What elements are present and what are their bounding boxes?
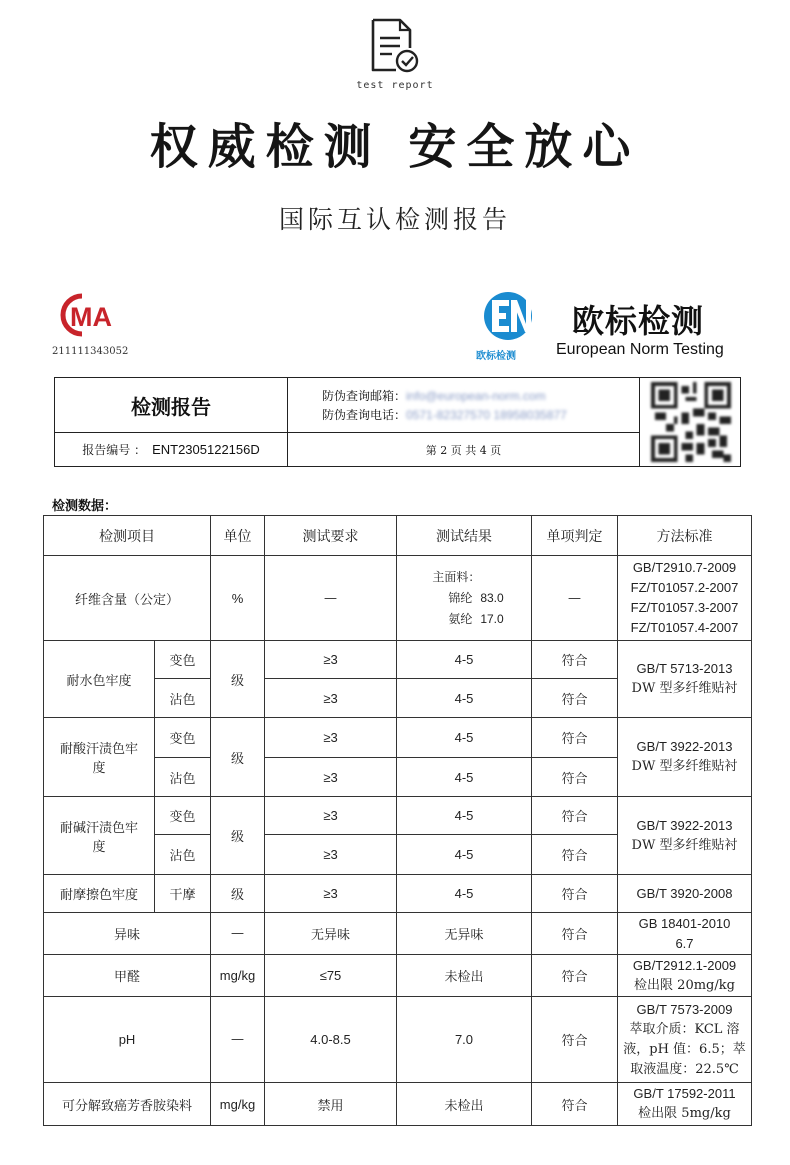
- judgement-cell: 符合: [532, 1083, 618, 1126]
- phone-value: 0571-82327570 18958035877: [406, 408, 567, 422]
- standard-line: GB 18401-2010: [638, 915, 731, 931]
- table-row: [44, 1083, 752, 1126]
- judgement-cell: 符合: [532, 913, 618, 955]
- requirement-cell: ≥3: [265, 875, 397, 913]
- judgement-cell: 符合: [532, 997, 618, 1083]
- unit-cell: —: [211, 913, 265, 955]
- result-cell: [397, 556, 532, 641]
- standard-line: DW 型多纤维贴衬: [631, 837, 738, 853]
- col-header-judgement: 单项判定: [532, 516, 618, 556]
- test-data-table: [43, 515, 752, 1126]
- sub-item-cell: 沾色: [155, 679, 211, 718]
- page-subtitle: 国际互认检测报告: [278, 205, 511, 234]
- requirement-cell: 禁用: [265, 1083, 397, 1126]
- col-header-item: 检测项目: [44, 516, 211, 556]
- item-line: 耐酸汗渍色牢: [59, 742, 138, 757]
- result-cell: 4-5: [397, 835, 532, 875]
- fiber-value: 83.0: [480, 590, 504, 605]
- result-cell: 7.0: [397, 997, 532, 1083]
- sub-item-cell: 干摩: [155, 875, 211, 913]
- report-header: [54, 377, 741, 467]
- result-cell: 未检出: [397, 955, 532, 997]
- report-number-label: 报告编号 ：: [82, 443, 147, 457]
- item-cell: [44, 718, 155, 797]
- table-header-row: [44, 516, 752, 556]
- standard-line: GB/T 3922-2013: [636, 817, 733, 833]
- judgement-cell: 符合: [532, 835, 618, 875]
- table-row: [44, 641, 752, 679]
- standard-line: 取液温度：22.5℃: [630, 1061, 739, 1077]
- standard-line: GB/T 17592-2011: [633, 1086, 736, 1101]
- judgement-cell: 符合: [532, 758, 618, 797]
- document-check-icon: [370, 18, 420, 74]
- item-cell: 异味: [44, 913, 211, 955]
- table-row: [44, 718, 752, 758]
- standard-cell: [618, 718, 752, 797]
- requirement-cell: ≥3: [265, 679, 397, 718]
- unit-cell: 级: [211, 797, 265, 875]
- standard-line: DW 型多纤维贴衬: [631, 759, 738, 774]
- data-section-label: 检测数据：: [52, 499, 118, 514]
- result-cell: 无异味: [397, 913, 532, 955]
- judgement-cell: 符合: [532, 718, 618, 758]
- standard-line: GB/T 3922-2013: [636, 739, 733, 754]
- item-line: 度: [92, 761, 106, 776]
- table-row: [44, 797, 752, 835]
- anti-fake-contact: [288, 378, 640, 433]
- item-cell: pH: [44, 997, 211, 1083]
- item-cell: 纤维含量（公定）: [44, 556, 211, 641]
- brand-name: 欧标检测: [572, 302, 705, 340]
- item-cell: 甲醛: [44, 955, 211, 997]
- item-cell: 耐摩擦色牢度: [44, 875, 155, 913]
- result-cell: 4-5: [397, 797, 532, 835]
- item-line: 度: [92, 839, 106, 855]
- standard-line: 6.7: [675, 935, 694, 951]
- standard-line: 检出限 20mg/kg: [634, 977, 735, 993]
- email-label: 防伪查询邮箱：: [322, 389, 407, 403]
- judgement-cell: 符合: [532, 875, 618, 913]
- report-title: 检测报告: [55, 378, 288, 433]
- standard-cell: [618, 1083, 752, 1126]
- standard-cell: [618, 997, 752, 1083]
- fabric-label: 主面料：: [432, 569, 481, 584]
- standard-line: GB/T2912.1-2009: [632, 957, 737, 973]
- result-cell: 未检出: [397, 1083, 532, 1126]
- standard-cell: [618, 913, 752, 955]
- result-cell: 4-5: [397, 875, 532, 913]
- requirement-cell: ≥3: [265, 641, 397, 679]
- cma-number: 211111343052: [52, 346, 129, 357]
- requirement-cell: 无异味: [265, 913, 397, 955]
- judgement-cell: —: [532, 556, 618, 641]
- en-logo-caption: 欧标检测: [476, 351, 516, 362]
- judgement-cell: 符合: [532, 955, 618, 997]
- cma-text: MA: [70, 302, 112, 332]
- sub-item-cell: 沾色: [155, 835, 211, 875]
- item-cell: 耐水色牢度: [44, 641, 155, 718]
- judgement-cell: 符合: [532, 641, 618, 679]
- report-number: [55, 433, 288, 466]
- unit-cell: 级: [211, 875, 265, 913]
- table-row: [44, 875, 752, 913]
- standard-line: FZ/T01057.2-2007: [630, 580, 739, 595]
- requirement-cell: ≥3: [265, 758, 397, 797]
- sub-item-cell: 变色: [155, 641, 211, 679]
- standard-line: GB/T2910.7-2009: [632, 560, 737, 575]
- fiber-name: 锦纶: [448, 590, 473, 605]
- caption: test report: [356, 80, 434, 91]
- standard-cell: [618, 556, 752, 641]
- col-header-standard: 方法标准: [618, 516, 752, 556]
- unit-cell: —: [211, 997, 265, 1083]
- result-cell: 4-5: [397, 718, 532, 758]
- qr-code-icon: [650, 382, 732, 462]
- standard-line: 液，pH 值：6.5；萃: [623, 1041, 746, 1057]
- table-row: [44, 913, 752, 955]
- standard-line: 萃取介质：KCL 溶: [629, 1021, 740, 1037]
- report-number-value: ENT2305122156D: [152, 442, 260, 457]
- sub-item-cell: 变色: [155, 718, 211, 758]
- cma-logo: [52, 292, 134, 338]
- email-value: info@european-norm.com: [406, 389, 546, 403]
- fiber-name: 氨纶: [448, 611, 473, 626]
- standard-line: 检出限 5mg/kg: [638, 1106, 731, 1121]
- result-cell: 4-5: [397, 641, 532, 679]
- judgement-cell: 符合: [532, 679, 618, 718]
- requirement-cell: ≤75: [265, 955, 397, 997]
- unit-cell: 级: [211, 641, 265, 718]
- phone-label: 防伪查询电话：: [322, 408, 407, 422]
- requirement-cell: ≥3: [265, 797, 397, 835]
- standard-cell: [618, 641, 752, 718]
- unit-cell: 级: [211, 718, 265, 797]
- col-header-result: 测试结果: [397, 516, 532, 556]
- standard-cell: [618, 797, 752, 875]
- standard-cell: [618, 955, 752, 997]
- standard-line: DW 型多纤维贴衬: [631, 681, 738, 696]
- sub-item-cell: 变色: [155, 797, 211, 835]
- unit-cell: mg/kg: [211, 955, 265, 997]
- standard-line: FZ/T01057.3-2007: [630, 600, 739, 615]
- col-header-unit: 单位: [211, 516, 265, 556]
- item-cell: 可分解致癌芳香胺染料: [44, 1083, 211, 1126]
- unit-cell: mg/kg: [211, 1083, 265, 1126]
- en-logo-icon: [478, 290, 538, 342]
- standard-cell: GB/T 3920-2008: [618, 875, 752, 913]
- table-row: [44, 955, 752, 997]
- item-line: 耐碱汗渍色牢: [59, 820, 138, 836]
- result-cell: 4-5: [397, 679, 532, 718]
- col-header-requirement: 测试要求: [265, 516, 397, 556]
- judgement-cell: 符合: [532, 797, 618, 835]
- standard-line: GB/T 5713-2013: [636, 661, 733, 676]
- table-row: [44, 556, 752, 641]
- requirement-cell: ≥3: [265, 835, 397, 875]
- brand-subtitle: European Norm Testing: [556, 341, 724, 358]
- page-info: 第 2 页 共 4 页: [288, 433, 640, 466]
- result-cell: 4-5: [397, 758, 532, 797]
- fiber-composition: [424, 567, 503, 630]
- table-row: [44, 997, 752, 1083]
- page-title: 权威检测 安全放心: [149, 119, 641, 175]
- standard-line: FZ/T01057.4-2007: [630, 620, 739, 635]
- standard-line: GB/T 7573-2009: [636, 1001, 733, 1017]
- item-cell: [44, 797, 155, 875]
- requirement-cell: 4.0-8.5: [265, 997, 397, 1083]
- fiber-value: 17.0: [480, 611, 504, 626]
- sub-item-cell: 沾色: [155, 758, 211, 797]
- requirement-cell: —: [265, 556, 397, 641]
- unit-cell: %: [211, 556, 265, 641]
- requirement-cell: ≥3: [265, 718, 397, 758]
